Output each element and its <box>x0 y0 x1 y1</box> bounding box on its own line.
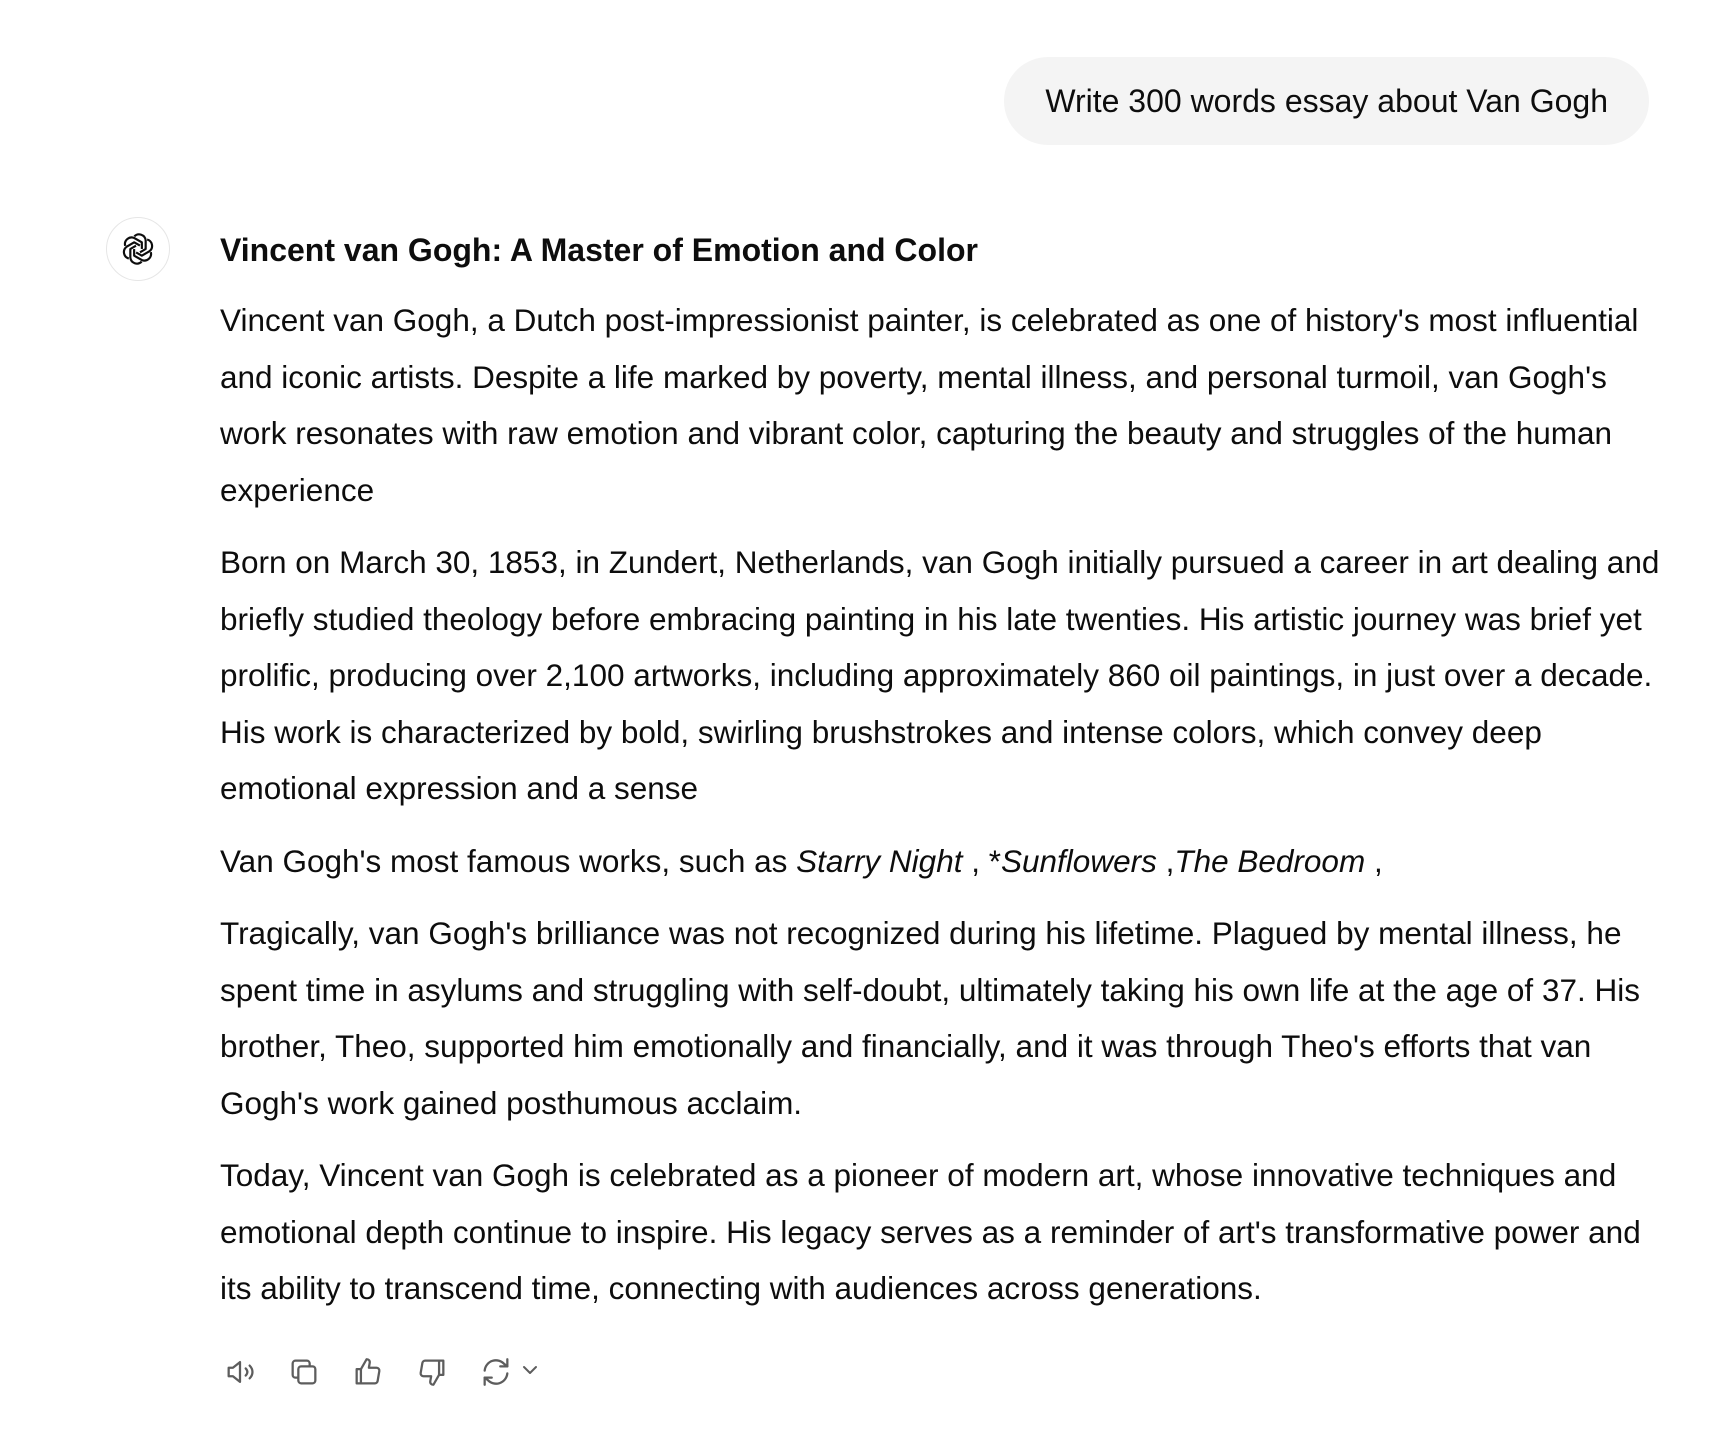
paragraph-5: Today, Vincent van Gogh is celebrated as a pioneer of modern art, whose innovative techniques and emotional depth continue to inspire. His legacy serves as a reminder of art's transformative power and its ability to transcend time, connecting with audiences across generations. <box>220 1157 1641 1306</box>
p3-lead: Van Gogh's most famous works, such as <box>220 842 797 879</box>
p3-tail: , <box>1365 842 1383 879</box>
work-sunflowers: Sunflowers <box>1001 842 1157 879</box>
p3-sep1: , * <box>962 842 1001 879</box>
user-message-row <box>1004 57 1649 145</box>
openai-logo-icon <box>118 229 158 269</box>
paragraph-3 <box>220 833 1660 890</box>
paragraph-4: Tragically, van Gogh's brilliance was not recognized during his lifetime. Plagued by mental illness, he spent time in asylums and struggling with self-doubt, ultimately taking his own life at the age of 37. His brother, Theo, supported him emotionally and financially, and it was through Theo's efforts that van Gogh's work gained posthumous acclaim. <box>220 915 1640 1121</box>
p3-sep2: , <box>1156 842 1175 879</box>
regenerate-control[interactable] <box>476 1352 542 1392</box>
thumbs-down-icon <box>415 1355 449 1389</box>
copy-button[interactable] <box>284 1352 324 1392</box>
work-starry-night: Starry Night <box>796 842 963 879</box>
speaker-icon <box>223 1355 257 1389</box>
assistant-avatar <box>106 217 170 281</box>
good-response-button[interactable] <box>348 1352 388 1392</box>
essay-title: Vincent van Gogh: A Master of Emotion and Color <box>220 232 978 268</box>
assistant-message <box>220 228 1660 1333</box>
chevron-down-icon <box>518 1358 542 1382</box>
paragraph-1: Vincent van Gogh, a Dutch post-impressionist painter, is celebrated as one of history's most influential and iconic artists. Despite a life marked by poverty, mental illness, and personal turmoil, van Gogh's work resonates with raw emotion and vibrant color, capturing the beauty and struggles of the human experience <box>220 302 1639 508</box>
read-aloud-button[interactable] <box>220 1352 260 1392</box>
bad-response-button[interactable] <box>412 1352 452 1392</box>
work-the-bedroom: The Bedroom <box>1174 842 1366 879</box>
regenerate-icon <box>479 1355 513 1389</box>
model-switch-dropdown[interactable] <box>518 1358 542 1387</box>
regenerate-button[interactable] <box>476 1352 516 1392</box>
paragraph-2: Born on March 30, 1853, in Zundert, Netherlands, van Gogh initially pursued a career in art dealing and briefly studied theology before embracing painting in his late twenties. His artistic journey was brief yet prolific, producing over 2,100 artworks, including approximately 860 oil paintings, in just over a decade. His work is characterized by bold, swirling brushstrokes and intense colors, which convey deep emotional expression and a sense <box>220 544 1660 806</box>
thumbs-up-icon <box>351 1355 385 1389</box>
message-actions <box>220 1352 542 1392</box>
user-message-bubble: Write 300 words essay about Van Gogh <box>1004 57 1649 145</box>
copy-icon <box>287 1355 321 1389</box>
